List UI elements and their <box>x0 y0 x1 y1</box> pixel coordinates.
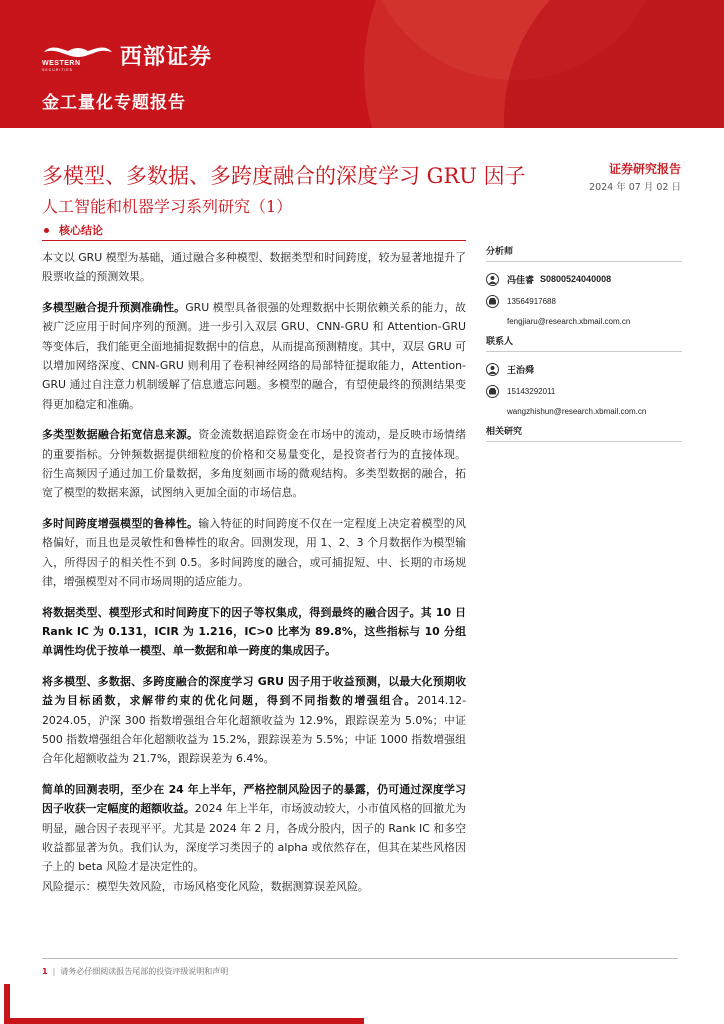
contact-name-row <box>486 358 682 380</box>
risk-note: 风险提示：模型失效风险，市场风格变化风险，数据测算误差风险。 <box>42 879 369 893</box>
footer <box>42 966 228 977</box>
paragraph: 多类型数据融合拓宽信息来源。资金流数据追踪资金在市场中的流动，是反映市场情绪的重要指标。分钟频数据提供细粒度的价格和交易量变化，是投资者行为的直接体现。衍生高频因子通过加工价量数据，多角度刻画市场的微观结构。多类型数据的融合，拓宽了模型的数据来源，试图纳入更加全面的市场信息。 <box>42 428 466 500</box>
footer-separator: | <box>52 967 56 976</box>
contact-phone: 15143292011 <box>507 386 556 396</box>
contact-name: 王治舜 <box>507 365 535 376</box>
bull-logo-icon <box>42 43 114 72</box>
paragraph: 简单的回测表明，至少在 24 年上半年，严格控制风险因子的暴露，仍可通过深度学习因子收获一定幅度的超额收益。2024 年上半年，市场波动较大，小市值风格的回撤尤为明显，融合因子表现平平。尤其是 2024 年 2 月，各成分股内，因子的 Rank IC 和多空收益都显著为负。我们认为，深度学习类因子的 alpha 或依然存在，但其在某些风格因子上的 beta 风险才是决定性的。 <box>42 782 466 874</box>
sidebar <box>486 240 682 448</box>
paragraph: 将数据类型、模型形式和时间跨度下的因子等权集成，得到最终的融合因子。其 10 日 Rank IC 为 0.131，ICIR 为 1.216，IC>0 比率为 89.8%，这些指标与 10 分组单调性均优于按单一模型、单一数据和单一跨度的集成因子。 <box>42 605 466 658</box>
analyst-cert: S0800524040008 <box>540 274 612 284</box>
section-heading-label: 核心结论 <box>59 224 103 237</box>
report-title: 多模型、多数据、多跨度融合的深度学习 GRU 因子 <box>42 164 526 188</box>
paragraph: 本文以 GRU 模型为基础，通过融合多种模型、数据类型和时间跨度，较为显著地提升了股票收益的预测效果。 <box>42 251 466 284</box>
footer-divider <box>42 958 678 959</box>
analyst-phone-row <box>486 290 682 312</box>
person-icon <box>486 273 499 286</box>
brand-english-sub: SECURITIES <box>42 67 74 72</box>
paragraph: 多模型融合提升预测准确性。GRU 模型具备很强的处理数据中长期依赖关系的能力，故被广泛应用于时间序列的预测。进一步引入双层 GRU、CNN-GRU 和 Attention-GRU 等变体后，我们能更全面地捕捉数据中的信息，从而提高预测精度。其中，双层 GRU 可以增加网络深度、CNN-GRU 则利用了卷积神经网络的局部特征提取能力，Attention-GRU 通过自注意力机制缓解了信息遗忘问题。多模型的融合，有望使最终的预测结果变得更加稳定和准确。 <box>42 300 466 411</box>
analyst-email[interactable]: fengjiaru@research.xbmail.com.cn <box>507 316 631 326</box>
page-number: 1 <box>42 967 48 976</box>
phone-icon <box>486 385 499 398</box>
brand-english: WESTERN <box>42 59 81 67</box>
divider <box>42 240 466 241</box>
footer-disclaimer: 请务必仔细阅读报告尾部的投资评级说明和声明 <box>60 967 229 976</box>
bullet-icon <box>44 228 49 233</box>
paragraph: 多时间跨度增强模型的鲁棒性。输入特征的时间跨度不仅在一定程度上决定着模型的风格偏好，而且也是灵敏性和鲁棒性的取舍。回测发现，用 1、2、3 个月数据作为模型输入，所得因子的相关性不到 0.5。多时间跨度的融合，或可捕捉短、中、长期的市场规律，增强模型对不同市场周期的适应能力。 <box>42 516 466 589</box>
brand-chinese: 西部证券 <box>120 45 213 70</box>
report-type: 证券研究报告 <box>608 162 681 176</box>
phone-icon <box>486 295 499 308</box>
section-heading <box>42 220 678 240</box>
contact-phone-row <box>486 380 682 402</box>
main-body <box>42 248 466 896</box>
analyst-phone: 13564917688 <box>507 296 556 306</box>
header-banner <box>0 0 724 128</box>
analyst-header: 分析师 <box>486 240 682 262</box>
report-date: 2024 年 07 月 02 日 <box>589 182 681 193</box>
header-decoration <box>504 0 724 128</box>
analyst-name-row <box>486 268 682 290</box>
analyst-name: 冯佳睿 <box>507 275 535 286</box>
contact-header: 联系人 <box>486 330 682 352</box>
paragraph: 将多模型、多数据、多跨度融合的深度学习 GRU 因子用于收益预测，以最大化预期收益为目标函数，求解带约束的优化问题，得到不同指数的增强组合。2014.12-2024.05，沪深 300 指数增强组合年化超额收益为 12.9%，跟踪误差为 5.0%；中证 500 指数增强组合年化超额收益为 15.2%，跟踪误差为 5.5%；中证 1000 指数增强组合年化超额收益为 21.7%，跟踪误差为 6.4%。 <box>42 674 466 766</box>
contact-email[interactable]: wangzhishun@research.xbmail.com.cn <box>507 406 647 416</box>
report-subtitle: 人工智能和机器学习系列研究（1） <box>42 197 293 216</box>
brand-logo <box>42 40 212 71</box>
related-header: 相关研究 <box>486 420 682 442</box>
person-icon <box>486 363 499 376</box>
series-label: 金工量化专题报告 <box>42 93 186 113</box>
corner-decoration <box>4 1018 364 1024</box>
